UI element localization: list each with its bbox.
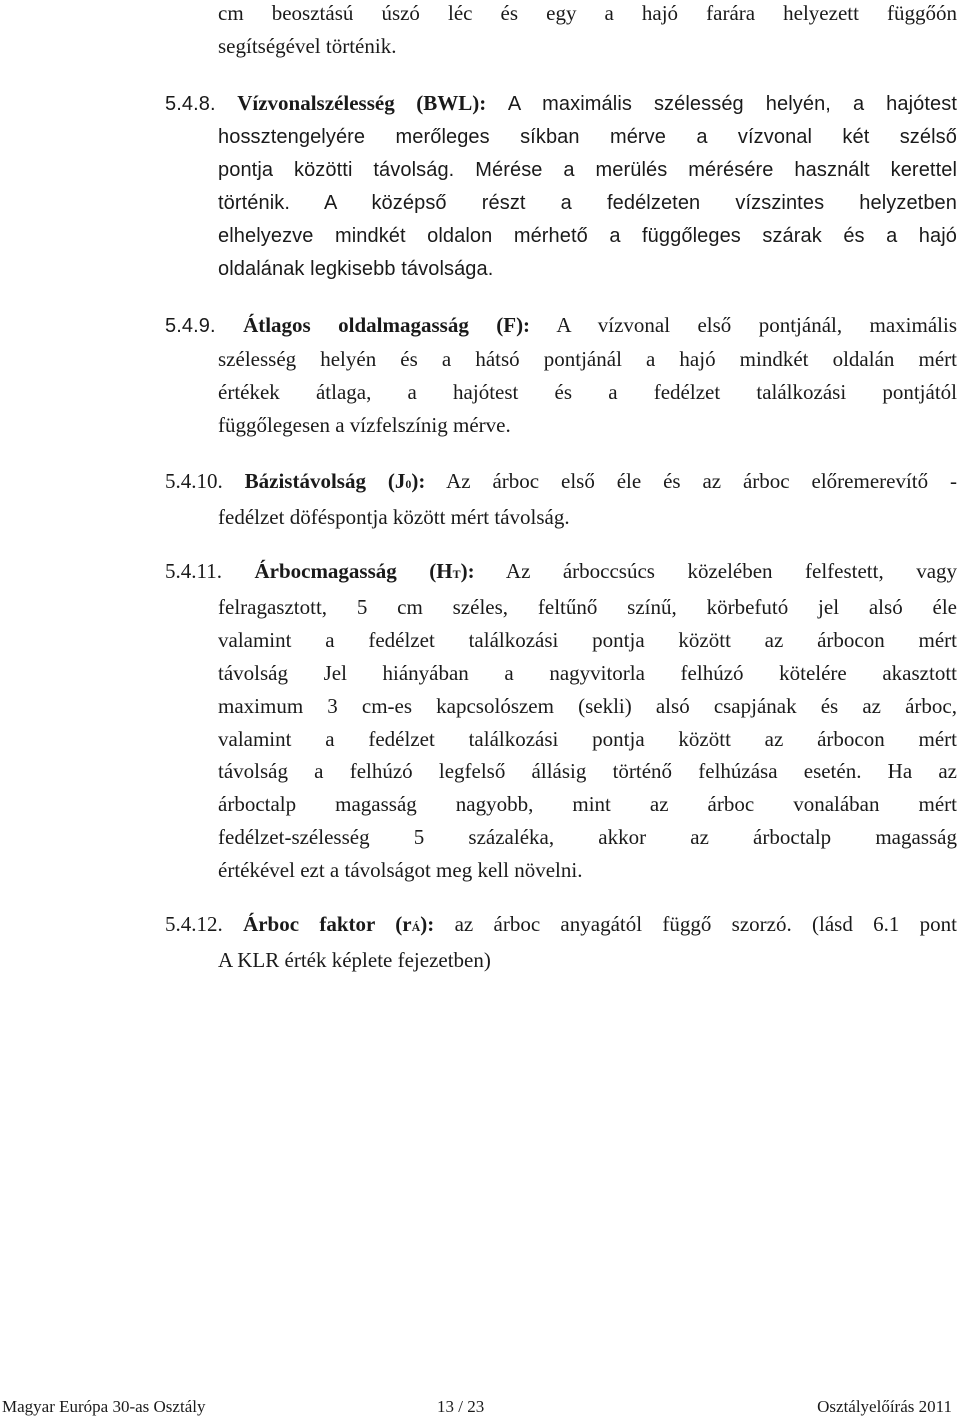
text-line: Az árboc első éle és az árboc előremerevítő -: [446, 469, 958, 493]
section-number: 5.4.10.: [165, 469, 223, 493]
section-5-4-8: [165, 87, 957, 285]
text-line: A maximális szélesség helyén, a hajótest: [507, 93, 957, 115]
text-line: hossztengelyére merőleges síkban mérve a vízvonal két szélső: [218, 125, 957, 148]
text-line: valamint a fedélzet találkozási pontja között az árbocon mért: [218, 627, 957, 652]
section-5-4-12: [165, 908, 957, 977]
term-text-end: ):: [411, 469, 426, 493]
intro-paragraph: [165, 0, 957, 63]
text-line: A vízvonal első pontjánál, maximális: [556, 313, 958, 337]
text-line: segítségével történik.: [218, 33, 397, 58]
footer-document-title: Osztályelőírás 2011: [817, 1397, 952, 1416]
section-term: Átlagos oldalmagasság (F):: [243, 313, 531, 337]
section-term: Vízvonalszélesség (BWL):: [237, 91, 487, 115]
section-heading-line: [165, 908, 957, 944]
text-line: fedélzet-szélesség 5 százaléka, akkor az árboctalp magasság: [218, 825, 957, 850]
term-text: Bázistávolság (J: [244, 469, 406, 493]
section-number: 5.4.11.: [165, 559, 222, 583]
section-term: [245, 469, 426, 493]
term-text-end: ):: [420, 912, 435, 936]
section-heading-line: [165, 309, 957, 343]
term-subscript: T: [452, 567, 461, 581]
text-line: történik. A középső részt a fedélzeten vízszintes helyzetben: [218, 191, 957, 214]
term-text: Árbocmagasság (H: [254, 559, 453, 583]
text-line: fedélzet döféspontja között mért távolság.: [218, 504, 570, 529]
section-5-4-9: [165, 309, 957, 442]
section-5-4-10: [165, 465, 957, 534]
text-line: valamint a fedélzet találkozási pontja között az árbocon mért: [218, 726, 957, 751]
section-heading-line: [165, 555, 957, 591]
text-line: távolság a felhúzó legfelső állásig történő felhúzása esetén. Ha az: [218, 759, 957, 784]
section-number: 5.4.12.: [165, 912, 223, 936]
text-line: elhelyezve mindkét oldalon mérhető a függőleges szárak és a hajó: [218, 224, 957, 247]
text-line: értékével ezt a távolságot meg kell növelni.: [218, 858, 583, 883]
footer-class-name: Magyar Európa 30-as Osztály: [2, 1397, 206, 1416]
section-term: [243, 912, 434, 936]
section-term: [254, 559, 474, 583]
term-subscript: Á: [411, 920, 421, 934]
term-text: Árboc faktor (r: [243, 912, 412, 936]
text-line: cm beosztású úszó léc és egy a hajó farára helyezett függőón: [218, 1, 957, 25]
text-line: árboctalp magasság nagyobb, mint az árboc vonalában mért: [218, 792, 957, 817]
text-line: maximum 3 cm-es kapcsolószem (sekli) alsó csapjának és az árboc,: [218, 693, 957, 718]
text-line: szélesség helyén és a hátsó pontjánál a hajó mindkét oldalán mért: [218, 346, 957, 371]
term-text-end: ):: [460, 559, 475, 583]
section-5-4-11: [165, 555, 957, 887]
section-number: 5.4.9.: [165, 315, 216, 337]
text-line: függőlegesen a vízfelszínig mérve.: [218, 412, 511, 437]
text-line: pontja közötti távolság. Mérése a merülés mérésére használt kerettel: [218, 158, 957, 181]
text-line: az árboc anyagától függő szorzó. (lásd 6.1 pont: [454, 912, 958, 936]
text-line: felragasztott, 5 cm széles, feltűnő színű, körbefutó jel alsó éle: [218, 594, 957, 619]
section-heading-line: [165, 465, 957, 501]
section-heading-line: [165, 87, 957, 121]
section-number: 5.4.8.: [165, 93, 216, 115]
footer-page-number: 13 / 23: [437, 1397, 485, 1416]
page-footer: [0, 1391, 960, 1417]
text-line: Az árboccsúcs közelében felfestett, vagy: [505, 559, 958, 583]
term-subscript: 0: [405, 477, 412, 491]
text-line: értékek átlaga, a hajótest és a fedélzet találkozási pontjától: [218, 379, 957, 404]
text-line: oldalának legkisebb távolsága.: [218, 257, 494, 280]
text-line: távolság Jel hiányában a nagyvitorla felhúzó kötelére akasztott: [218, 660, 957, 685]
text-line: A KLR érték képlete fejezetben): [218, 947, 491, 972]
